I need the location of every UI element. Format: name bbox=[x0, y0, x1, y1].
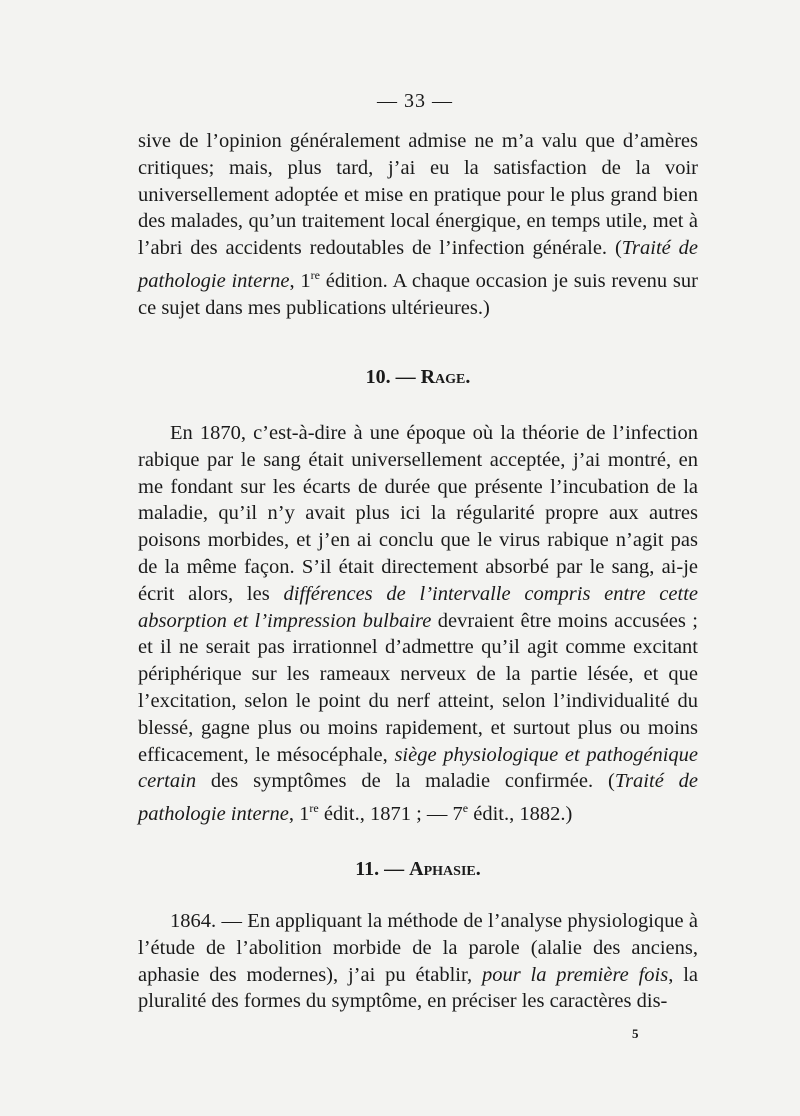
emphasis-text: pour la première fois bbox=[481, 963, 669, 986]
reference-open: ( bbox=[614, 237, 622, 260]
reference-title: Traité de pathologie interne bbox=[138, 770, 698, 825]
section-title: Aphasie. bbox=[409, 858, 481, 880]
superscript: e bbox=[462, 801, 469, 816]
paragraph-intro bbox=[138, 128, 698, 321]
section-heading-aphasie bbox=[138, 858, 698, 881]
paragraph-rage bbox=[138, 420, 698, 828]
reference-text: , 1 bbox=[289, 269, 311, 292]
reference-title: Traité de pathologie interne bbox=[138, 237, 699, 292]
reference-text: édition. A chaque occasion je suis revenu sur ce sujet dans mes publications ultérieures.) bbox=[138, 269, 698, 319]
page-number-header: — 33 — bbox=[377, 90, 453, 112]
section-title: Rage. bbox=[420, 366, 471, 388]
section-heading-rage bbox=[138, 366, 698, 389]
superscript: re bbox=[309, 801, 319, 816]
reference-text: , 1 bbox=[288, 802, 310, 825]
emphasis-text: différences de l’intervalle compris entre cette absorption et l’impression bulbaire bbox=[138, 582, 698, 632]
paragraph-aphasie bbox=[138, 908, 698, 1015]
emphasis-text: siège physiologique et pathogénique certain bbox=[138, 743, 699, 793]
signature-mark: 5 bbox=[632, 1026, 639, 1041]
superscript: re bbox=[310, 267, 320, 282]
section-number: 11. — bbox=[355, 858, 410, 880]
section-number: 10. — bbox=[365, 366, 421, 388]
paragraph-text: En 1870, c’est-à-dire à une époque où la théorie de l’infection rabique par le sang était universellement acceptée, j’ai montré, en me fondant sur les écarts de durée que présente l’incubation de la maladie, qu’il n’y avait plus ici la régularité propre aux autres poisons morbides, et j’en ai conclu que le virus rabique n’agit pas de la même façon. S’il était directement absorbé par le sang, ai-je écrit alors, les bbox=[138, 422, 698, 605]
paragraph-text: des symptômes de la maladie confirmée. ( bbox=[196, 770, 615, 793]
paragraph-text: 1864. — En appliquant la méthode de l’analyse physiologique à l’étude de l’abolition morbide de la parole (alalie des anciens, aphasie des modernes), j’ai pu établir, bbox=[138, 910, 698, 986]
reference-text: édit., 1882.) bbox=[468, 802, 573, 825]
reference-text: édit., 1871 ; — 7 bbox=[318, 802, 463, 825]
paragraph-text: devraient être moins accusées ; et il ne serait pas irrationnel d’admettre qu’il agit comme excitant périphérique sur les rameaux nerveux de la partie lésée, et que l’excitation, selon le point du nerf atteint, selon l’individualité du blessé, gagne plus ou moins rapidement, et surtout plus ou moins efficacement, le mésocéphale, bbox=[138, 609, 699, 766]
paragraph-text: sive de l’opinion généralement admise ne m’a valu que d’amères critiques; mais, plus tard, j’ai eu la satisfaction de la voir universellement adoptée et mise en pratique pour le plus grand bien des malades, qu’un traitement local énergique, en temps utile, met à l’abri des accidents redoutables de l’infection générale. bbox=[138, 130, 698, 260]
paragraph-text: , la pluralité des formes du symptôme, en préciser les caractères dis- bbox=[138, 963, 698, 1013]
